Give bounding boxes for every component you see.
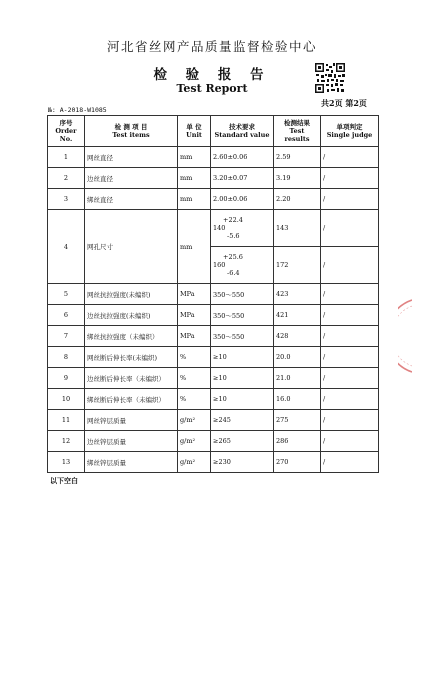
row-unit: mm <box>178 168 211 189</box>
header-test-results: 检测结果 Test results <box>274 116 321 147</box>
row-test-result: 21.0 <box>274 368 321 389</box>
row-unit: MPa <box>178 305 211 326</box>
blank-below-note: 以下空白 <box>50 476 78 485</box>
row-single-judge: / <box>321 347 379 368</box>
row-test-item: 边丝直径 <box>85 168 178 189</box>
row-order-no: 1 <box>48 147 85 168</box>
row-standard-value: ≥245 <box>211 410 274 431</box>
mesh-size-standard-b: +25.6 160 -6.4 <box>213 253 243 277</box>
table-row <box>48 305 379 326</box>
row-unit: % <box>178 389 211 410</box>
table-row <box>48 452 379 473</box>
table-row <box>48 284 379 305</box>
row-single-judge-split <box>321 210 379 284</box>
row-standard-value: 2.60±0.06 <box>211 147 274 168</box>
qr-code-icon <box>314 62 346 94</box>
row-order-no: 2 <box>48 168 85 189</box>
header-order-no: 序号 Order No. <box>48 116 85 147</box>
row-single-judge: / <box>321 452 379 473</box>
row-test-result: 3.19 <box>274 168 321 189</box>
row-order-no: 6 <box>48 305 85 326</box>
row-order-no: 5 <box>48 284 85 305</box>
table-row <box>48 368 379 389</box>
header-single-judge: 单项判定 Single judge <box>321 116 379 147</box>
organization-name: 河北省丝网产品质量监督检验中心 <box>106 39 317 54</box>
row-test-item: 网丝抗拉强度(未编织) <box>85 284 178 305</box>
report-title-english: Test Report <box>176 82 248 95</box>
row-test-result: 16.0 <box>274 389 321 410</box>
row-test-item: 绑丝直径 <box>85 189 178 210</box>
row-test-result-split <box>274 210 321 284</box>
row-test-result: 275 <box>274 410 321 431</box>
red-seal-stamp-edge <box>398 298 412 374</box>
row-single-judge: / <box>321 305 379 326</box>
row-order-no: 9 <box>48 368 85 389</box>
row-single-judge: / <box>321 284 379 305</box>
row-unit: mm <box>178 147 211 168</box>
mesh-size-standard-a: +22.4 140 -5.6 <box>211 210 273 247</box>
table-row <box>48 147 379 168</box>
row-standard-value: ≥265 <box>211 431 274 452</box>
row-test-result: 286 <box>274 431 321 452</box>
row-unit: g/m² <box>178 410 211 431</box>
table-row <box>48 389 379 410</box>
row-single-judge: / <box>321 189 379 210</box>
row-standard-value: 350～550 <box>211 284 274 305</box>
header-standard-value: 技术要求 Standard value <box>211 116 274 147</box>
row-order-no: 13 <box>48 452 85 473</box>
row-order-no: 3 <box>48 189 85 210</box>
row-test-result: 421 <box>274 305 321 326</box>
row-test-item: 边丝抗拉强度(未编织) <box>85 305 178 326</box>
row-standard-value: 2.00±0.06 <box>211 189 274 210</box>
row-single-judge: / <box>321 168 379 189</box>
row-single-judge: / <box>321 410 379 431</box>
table-row <box>48 410 379 431</box>
row-order-no: 8 <box>48 347 85 368</box>
mesh-size-result-b: 172 <box>276 261 289 269</box>
row-unit: % <box>178 347 211 368</box>
mesh-size-judge-a: / <box>321 210 378 247</box>
row-standard-value: ≥10 <box>211 347 274 368</box>
row-single-judge: / <box>321 326 379 347</box>
table-row <box>48 210 379 284</box>
header-test-items: 检 测 项 目 Test items <box>85 116 178 147</box>
row-order-no: 4 <box>48 210 85 284</box>
page-indicator: 共2页 第2页 <box>321 98 367 108</box>
report-title-chinese: 检 验 报 告 <box>153 67 271 83</box>
row-test-result: 423 <box>274 284 321 305</box>
row-order-no: 10 <box>48 389 85 410</box>
row-test-result: 428 <box>274 326 321 347</box>
table-row <box>48 326 379 347</box>
row-single-judge: / <box>321 431 379 452</box>
row-test-item: 网丝断后伸长率(未编织) <box>85 347 178 368</box>
mesh-size-result-a: 143 <box>274 210 320 247</box>
row-test-item: 绑丝断后伸长率（未编织） <box>85 389 178 410</box>
row-single-judge: / <box>321 389 379 410</box>
row-single-judge: / <box>321 147 379 168</box>
table-row <box>48 168 379 189</box>
row-unit: mm <box>178 210 211 284</box>
row-unit: MPa <box>178 284 211 305</box>
row-test-item: 网丝直径 <box>85 147 178 168</box>
row-test-item: 绑丝锌层质量 <box>85 452 178 473</box>
row-standard-value: 350～550 <box>211 326 274 347</box>
row-test-item: 网孔尺寸 <box>85 210 178 284</box>
row-test-item: 边丝断后伸长率（未编织） <box>85 368 178 389</box>
row-standard-value: ≥10 <box>211 368 274 389</box>
mesh-size-judge-b: / <box>323 261 326 269</box>
row-standard-value-split <box>211 210 274 284</box>
row-unit: g/m² <box>178 431 211 452</box>
row-standard-value: ≥10 <box>211 389 274 410</box>
row-test-item: 绑丝抗拉强度（未编织） <box>85 326 178 347</box>
row-test-result: 20.0 <box>274 347 321 368</box>
row-standard-value: 3.20±0.07 <box>211 168 274 189</box>
table-row <box>48 431 379 452</box>
row-standard-value: ≥230 <box>211 452 274 473</box>
table-row <box>48 347 379 368</box>
row-standard-value: 350～550 <box>211 305 274 326</box>
test-results-table <box>47 115 379 473</box>
row-test-item: 网丝锌层质量 <box>85 410 178 431</box>
row-unit: MPa <box>178 326 211 347</box>
row-test-result: 2.20 <box>274 189 321 210</box>
row-test-item: 边丝锌层质量 <box>85 431 178 452</box>
table-header-row <box>48 116 379 147</box>
report-number: №: A-2018-W1085 <box>48 106 107 114</box>
table-row <box>48 189 379 210</box>
row-single-judge: / <box>321 368 379 389</box>
row-unit: g/m² <box>178 452 211 473</box>
row-order-no: 11 <box>48 410 85 431</box>
row-unit: % <box>178 368 211 389</box>
row-order-no: 12 <box>48 431 85 452</box>
header-unit: 单 位 Unit <box>178 116 211 147</box>
row-test-result: 2.59 <box>274 147 321 168</box>
row-test-result: 270 <box>274 452 321 473</box>
row-unit: mm <box>178 189 211 210</box>
row-order-no: 7 <box>48 326 85 347</box>
